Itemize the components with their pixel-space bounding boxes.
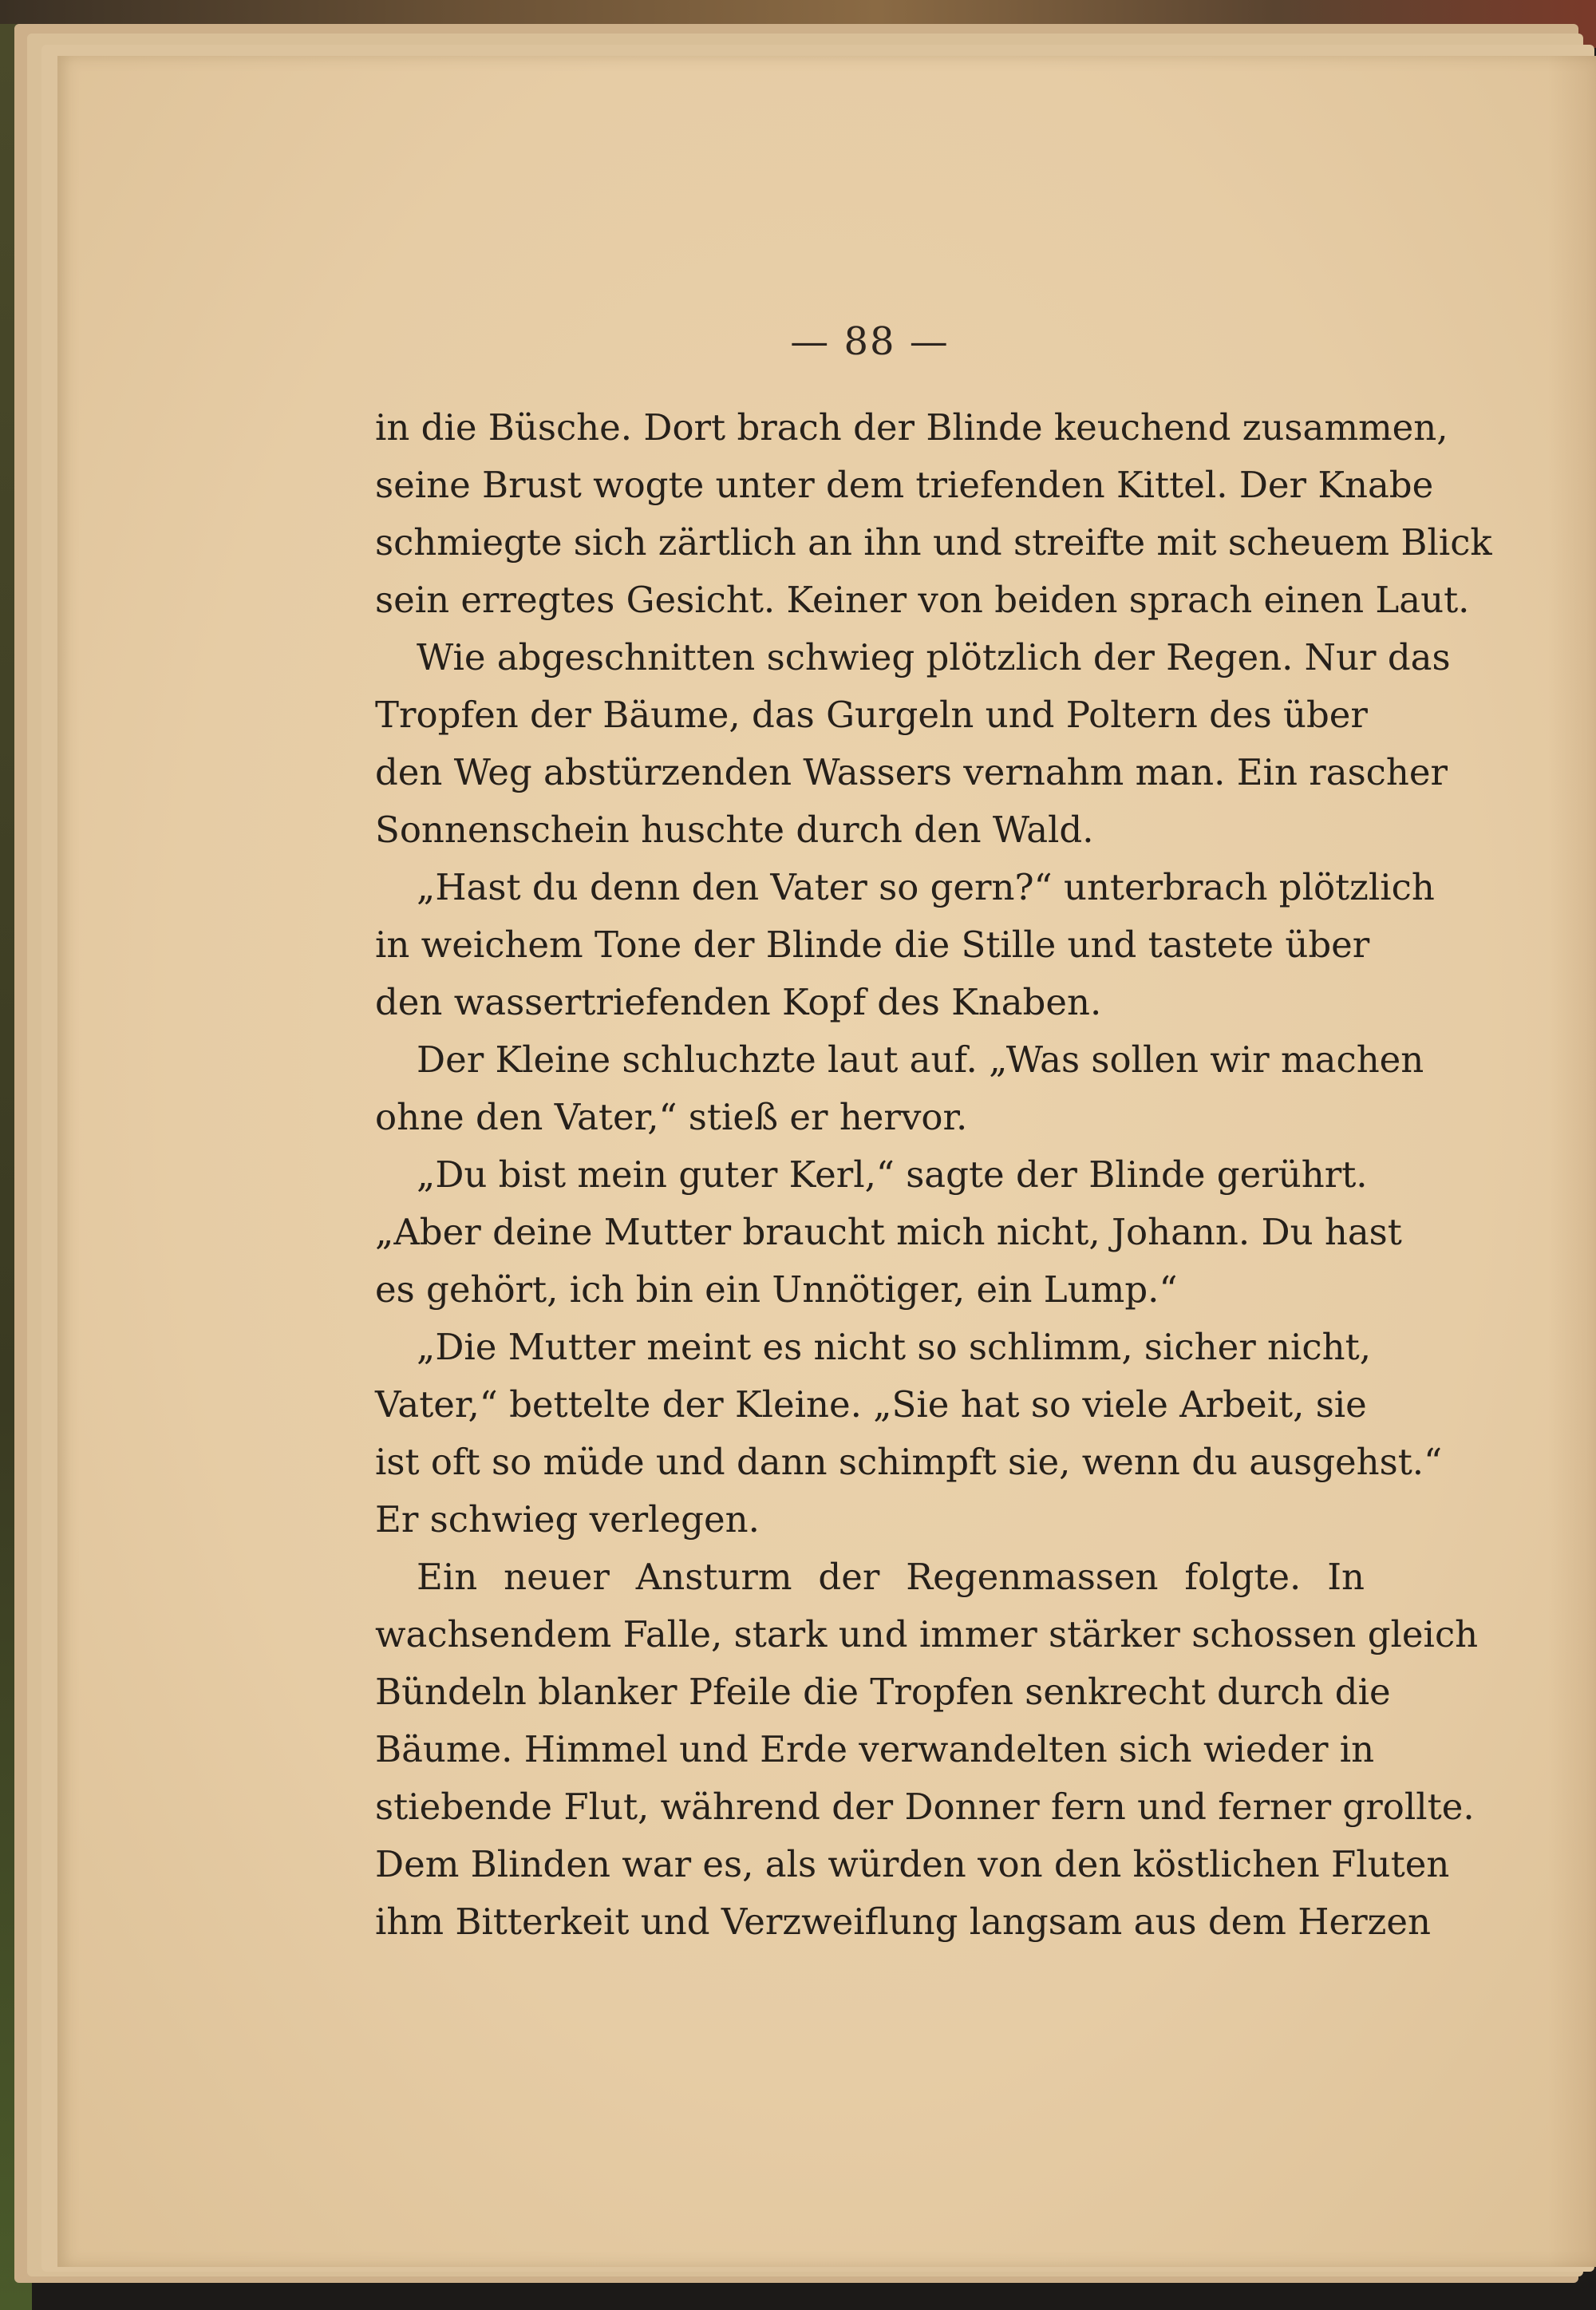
- text-line: Er schwieg verlegen.: [375, 1498, 760, 1541]
- text-line: „Die Mutter meint es nicht so schlimm, sicher nicht,: [417, 1326, 1371, 1368]
- text-line: „Hast du denn den Vater so gern?“ unterbrach plötzlich: [417, 866, 1435, 908]
- text-line: Tropfen der Bäume, das Gurgeln und Poltern des über: [375, 694, 1368, 736]
- text-line: Dem Blinden war es, als würden von den köstlichen Fluten: [375, 1843, 1450, 1885]
- body-text: [375, 399, 1492, 1951]
- text-line: den Weg abstürzenden Wassers vernahm man. Ein rascher: [375, 751, 1448, 793]
- text-line: stiebende Flut, während der Donner fern und ferner grollte.: [375, 1786, 1475, 1828]
- text-line: Bündeln blanker Pfeile die Tropfen senkrecht durch die: [375, 1671, 1391, 1713]
- text-line: „Du bist mein guter Kerl,“ sagte der Blinde gerührt.: [417, 1153, 1368, 1196]
- text-line: sein erregtes Gesicht. Keiner von beiden sprach einen Laut.: [375, 579, 1470, 621]
- text-line: Vater,“ bettelte der Kleine. „Sie hat so viele Arbeit, sie: [375, 1383, 1367, 1426]
- text-line: in die Büsche. Dort brach der Blinde keuchend zusammen,: [375, 406, 1448, 449]
- text-line: ihm Bitterkeit und Verzweiflung langsam aus dem Herzen: [375, 1901, 1431, 1943]
- text-line: Bäume. Himmel und Erde verwandelten sich wieder in: [375, 1728, 1375, 1770]
- page-fold-shadow: [1548, 56, 1596, 2267]
- text-line: wachsendem Falle, stark und immer stärker schossen gleich: [375, 1613, 1479, 1655]
- text-line: schmiegte sich zärtlich an ihn und streifte mit scheuem Blick: [375, 521, 1492, 564]
- page-number: — 88 —: [790, 319, 950, 364]
- text-line: den wassertriefenden Kopf des Knaben.: [375, 981, 1102, 1023]
- text-line: „Aber deine Mutter braucht mich nicht, Johann. Du hast: [375, 1211, 1402, 1253]
- text-line: es gehört, ich bin ein Unnötiger, ein Lump.“: [375, 1268, 1178, 1311]
- text-line: Sonnenschein huschte durch den Wald.: [375, 809, 1094, 851]
- text-line: ist oft so müde und dann schimpft sie, wenn du ausgehst.“: [375, 1441, 1443, 1483]
- text-line: Der Kleine schluchzte laut auf. „Was sollen wir machen: [417, 1038, 1424, 1081]
- text-line: seine Brust wogte unter dem triefenden Kittel. Der Knabe: [375, 464, 1434, 506]
- text-line: Wie abgeschnitten schwieg plötzlich der Regen. Nur das: [417, 636, 1451, 678]
- text-line: ohne den Vater,“ stieß er hervor.: [375, 1096, 968, 1138]
- text-line: in weichem Tone der Blinde die Stille und tastete über: [375, 924, 1370, 966]
- text-line: Ein neuer Ansturm der Regenmassen folgte. In: [417, 1556, 1365, 1598]
